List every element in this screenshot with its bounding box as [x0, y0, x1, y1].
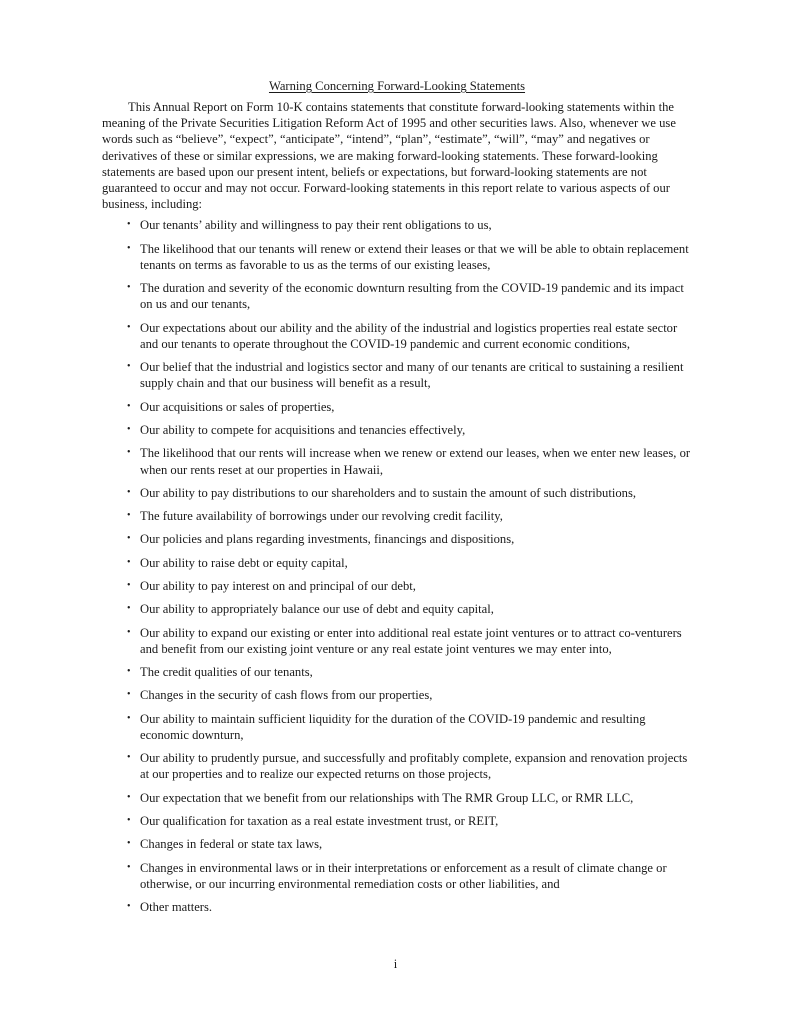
bullet-glyph: • [127, 510, 131, 522]
list-item [102, 578, 692, 594]
bullet-glyph: • [127, 242, 131, 254]
bullet-glyph: • [127, 712, 131, 724]
list-item [102, 860, 692, 892]
bullet-list [102, 217, 692, 915]
list-item [102, 217, 692, 233]
list-item [102, 813, 692, 829]
bullet-glyph: • [127, 424, 131, 436]
section-title: Warning Concerning Forward-Looking Statements [268, 79, 526, 93]
list-item-text: Our ability to pay distributions to our shareholders and to sustain the amount of such distributions, [140, 485, 636, 500]
list-item-text: Changes in the security of cash flows from our properties, [140, 688, 433, 703]
document-page [102, 78, 692, 922]
list-item-text: The likelihood that our rents will increase when we renew or extend our leases, when we enter new leases, or when our rents reset at our properties in Hawaii, [140, 446, 691, 477]
list-item-text: Our acquisitions or sales of properties, [140, 399, 335, 414]
list-item-text: Our ability to prudently pursue, and successfully and profitably complete, expansion and renovation projects at our properties and to realize our expected returns on those projects, [140, 751, 688, 782]
list-item [102, 445, 692, 477]
list-item [102, 899, 692, 915]
list-item-text: Our ability to appropriately balance our use of debt and equity capital, [140, 602, 494, 617]
list-item-text: The credit qualities of our tenants, [140, 665, 313, 680]
page-number: i [393, 957, 398, 971]
bullet-glyph: • [127, 752, 131, 764]
bullet-glyph: • [127, 791, 131, 803]
list-item [102, 711, 692, 743]
list-item-text: Our ability to maintain sufficient liquidity for the duration of the COVID-19 pandemic and resulting economic downturn, [140, 711, 646, 742]
list-item-text: Our ability to raise debt or equity capital, [140, 555, 348, 570]
bullet-glyph: • [127, 361, 131, 373]
list-item-text: The future availability of borrowings under our revolving credit facility, [140, 509, 503, 524]
bullet-glyph: • [127, 689, 131, 701]
bullet-glyph: • [127, 556, 131, 568]
bullet-glyph: • [127, 533, 131, 545]
list-item [102, 687, 692, 703]
list-item [102, 320, 692, 352]
list-item-text: Our expectations about our ability and the ability of the industrial and logistics properties real estate sector and our tenants to operate throughout the COVID-19 pandemic and current economic conditions, [140, 320, 678, 351]
bullet-glyph: • [127, 400, 131, 412]
list-item-text: Our belief that the industrial and logistics sector and many of our tenants are critical to sustaining a resilient supply chain and that our business will benefit as a result, [140, 360, 684, 391]
bullet-glyph: • [127, 814, 131, 826]
list-item [102, 531, 692, 547]
list-item [102, 664, 692, 680]
list-item-text: Our expectation that we benefit from our relationships with The RMR Group LLC, or RMR LLC, [140, 790, 634, 805]
list-item-text: Our ability to compete for acquisitions and tenancies effectively, [140, 423, 466, 438]
bullet-glyph: • [127, 626, 131, 638]
list-item-text: The likelihood that our tenants will renew or extend their leases or that we will be able to obtain replacement tenants on terms as favorable to us as the terms of our existing leases, [140, 241, 689, 272]
list-item [102, 750, 692, 782]
list-item-text: Other matters. [140, 900, 213, 915]
intro-paragraph: This Annual Report on Form 10-K contains statements that constitute forward-looking statements within the meaning of the Private Securities Litigation Reform Act of 1995 and other securities laws. Also, whenever we use words such as “believe”, “expect”, “anticipate”, “intend”, “plan”, “estimate”, “will”, “may” and negatives or derivatives of these or similar expressions, we are making forward-looking statements. These forward-looking statements are based upon our present intent, beliefs or expectations, but forward-looking statements are not guaranteed to occur and may not occur. Forward-looking statements in this report relate to various aspects of our business, including: [102, 100, 676, 212]
list-item-text: Changes in environmental laws or in their interpretations or enforcement as a result of climate change or otherwise, or our incurring environmental remediation costs or other liabilities, and [140, 860, 667, 891]
list-item [102, 280, 692, 312]
list-item [102, 790, 692, 806]
bullet-glyph: • [127, 580, 131, 591]
list-item [102, 836, 692, 852]
list-item-text: The duration and severity of the economic downturn resulting from the COVID-19 pandemic and its impact on us and our tenants, [140, 281, 684, 312]
list-item-text: Changes in federal or state tax laws, [140, 837, 323, 852]
list-item [102, 625, 692, 657]
list-item [102, 399, 692, 415]
list-item-text: Our ability to pay interest on and principal of our debt, [140, 579, 416, 593]
bullet-glyph: • [127, 861, 131, 873]
bullet-glyph: • [127, 838, 131, 850]
list-item-text: Our tenants’ ability and willingness to pay their rent obligations to us, [140, 218, 492, 233]
bullet-glyph: • [127, 603, 131, 615]
bullet-glyph: • [127, 486, 131, 498]
list-item [102, 555, 692, 571]
list-item [102, 485, 692, 501]
list-item [102, 422, 692, 438]
list-item-text: Our ability to expand our existing or enter into additional real estate joint ventures or to attract co-venturers and benefit from our existing joint venture or any real estate joint ventures we may enter into, [140, 625, 682, 656]
list-item-text: Our policies and plans regarding investments, financings and dispositions, [140, 532, 515, 547]
list-item-text: Our qualification for taxation as a real estate investment trust, or REIT, [140, 813, 499, 828]
bullet-glyph: • [127, 219, 131, 231]
list-item [102, 601, 692, 617]
bullet-glyph: • [127, 666, 131, 678]
list-item [102, 359, 692, 391]
list-item [102, 241, 692, 273]
bullet-glyph: • [127, 282, 131, 294]
bullet-glyph: • [127, 321, 131, 333]
bullet-glyph: • [127, 901, 131, 913]
bullet-glyph: • [127, 447, 131, 459]
list-item [102, 508, 692, 524]
